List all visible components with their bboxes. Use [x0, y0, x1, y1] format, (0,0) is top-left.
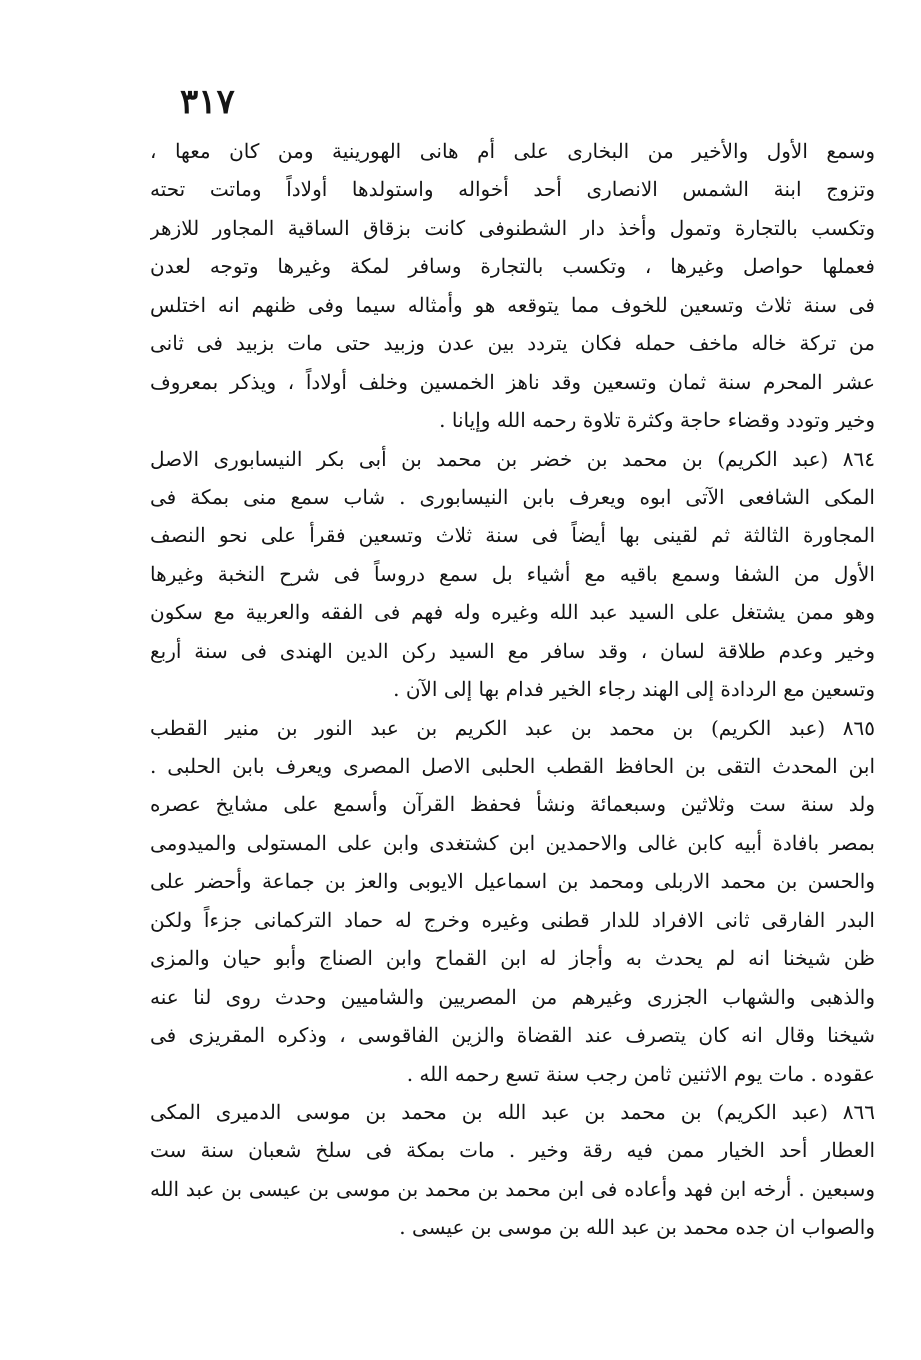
- text-line: وتكسب بالتجارة وتمول وأخذ دار الشطنوفى كانت بزقاق الساقية المجاور للازهر: [150, 215, 875, 240]
- text-line: والحسن بن محمد الاربلى ومحمد بن اسماعيل الايوبى والعز بن جماعة وأحضر على: [150, 869, 875, 894]
- text-line: المكى الشافعى الآتى ابوه ويعرف بابن النيسابورى . شاب سمع منى بمكة فى: [150, 484, 875, 509]
- page-number: ٣١٧: [180, 82, 235, 122]
- text-line: ٨٦٤ (عبد الكريم) بن محمد بن خضر بن محمد بن أبى بكر النيسابورى الاصل: [150, 446, 875, 471]
- text-line: بمصر بافادة أبيه كابن غالى والاحمدين ابن كشتغدى وابن على المستولى والميدومى: [150, 830, 875, 855]
- text-line: وسمع الأول والأخير من البخارى على أم هانى الهورينية ومن كان معها ،: [150, 139, 875, 163]
- text-line: ظن شيخنا انه لم يحدث به وأجاز له ابن القماح وابن الصناج وأبو حيان والمزى: [150, 946, 875, 971]
- text-line: فعملها حواصل وغيرها ، وتكسب بالتجارة وسافر لمكة وغيرها وتوجه لعدن: [150, 254, 875, 279]
- text-line: عقوده . مات يوم الاثنين ثامن رجب سنة تسع رحمه الله .: [406, 1061, 875, 1086]
- text-line: العطار أحد الخيار ممن فيه رقة وخير . مات بمكة فى سلخ شعبان سنة ست: [150, 1138, 875, 1163]
- text-line: ٨٦٦ (عبد الكريم) بن محمد بن عبد الله بن محمد بن موسى الدميرى المكى: [150, 1099, 875, 1124]
- text-line: وهو ممن يشتغل على السيد عبد الله وغيره وله فهم فى الفقه والعربية مع سكون: [150, 600, 875, 625]
- text-line: شيخنا وقال انه كان يتصرف عند القضاة والزين الفاقوسى ، وذكره المقريزى فى: [150, 1023, 875, 1048]
- text-line: ابن المحدث التقى بن الحافظ القطب الحلبى الاصل المصرى ويعرف بابن الحلبى .: [150, 754, 875, 778]
- text-line: عشر المحرم سنة ثمان وتسعين وقد ناهز الخمسين وخلف أولاداً ، ويذكر بمعروف: [150, 369, 875, 394]
- text-line: ولد سنة ست وثلاثين وسبعمائة ونشأ فحفظ القرآن وأسمع على مشايخ عصره: [150, 792, 875, 817]
- text-line: والصواب ان جده محمد بن عبد الله بن موسى بن عيسى .: [399, 1215, 875, 1240]
- text-line: وتزوج ابنة الشمس الانصارى أحد أخواله واستولدها أولاداً وماتت تحته: [150, 177, 875, 202]
- text-line: فى سنة ثلاث وتسعين للخوف مما يتوقعه هو وأمثاله سيما وفى ظنهم انه اختلس: [150, 292, 875, 317]
- text-line: وخير وتودد وقضاء حاجة وكثرة تلاوة رحمه الله وإيانا .: [439, 408, 875, 433]
- text-line: البدر الفارقى ثانى الافراد للدار قطنى وغيره وخرج له حماد التركمانى جزءاً ولكن: [150, 907, 875, 932]
- text-line: وخير وعدم طلاقة لسان ، وقد سافر مع السيد ركن الدين الهندى فى سنة أربع: [150, 638, 875, 663]
- text-line: والذهبى والشهاب الجزرى وغيرهم من المصريين والشاميين وحدث روى لنا عنه: [150, 984, 875, 1009]
- text-line: من تركة خاله ماخف حمله فكان يتردد بين عدن وزبيد حتى مات بزبيد فى ثانى: [150, 331, 875, 356]
- text-line: وسبعين . أرخه ابن فهد وأعاده فى ابن محمد بن محمد بن موسى بن عيسى بن عبد الله: [150, 1176, 875, 1201]
- text-line: ٨٦٥ (عبد الكريم) بن محمد بن عبد الكريم بن عبد النور بن منير القطب: [150, 715, 875, 740]
- body-text: [150, 132, 875, 1247]
- text-line: المجاورة الثالثة ثم لقينى بها أيضاً فى سنة ثلاث وتسعين فقرأ على نحو النصف: [150, 523, 875, 548]
- text-line: وتسعين مع الردادة إلى الهند رجاء الخير فدام بها إلى الآن .: [393, 677, 875, 702]
- text-line: الأول من الشفا وسمع باقيه مع أشياء بل سمع دروساً فى شرح النخبة وغيرها: [150, 561, 875, 586]
